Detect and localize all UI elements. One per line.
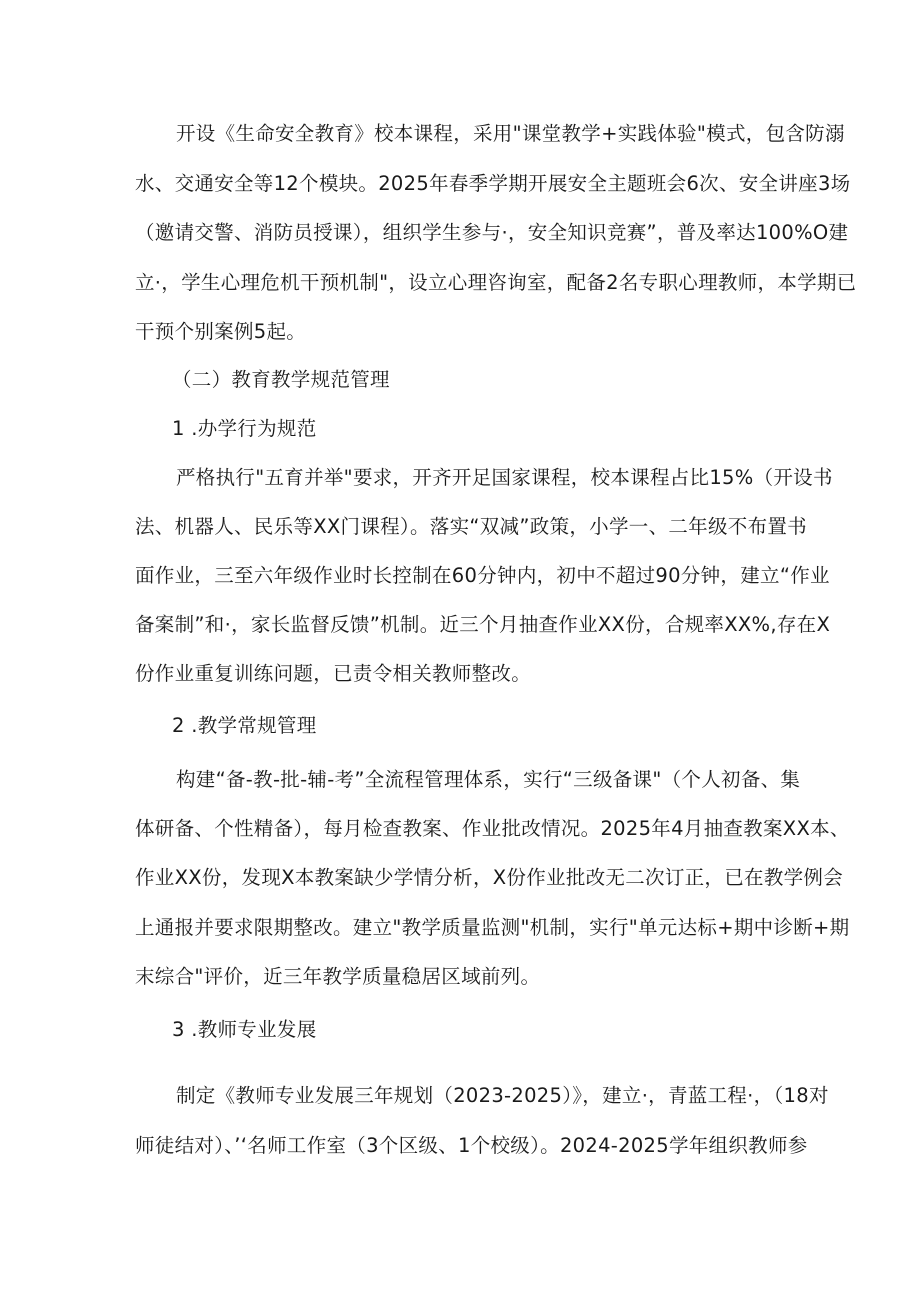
paragraph-routine-line-3: 作业XX份，发现X本教案缺少学情分析，X份作业批改无二次订正，已在教学例会: [135, 866, 844, 889]
paragraph-safety-line-1: 开设《生命安全教育》校本课程，采用"课堂教学+实践体验"模式，包含防溺: [176, 122, 845, 145]
paragraph-routine-line-2: 体研备、个性精备），每月检查教案、作业批改情况。2025年4月抽查教案XX本、: [135, 817, 850, 840]
paragraph-safety-line-2: 水、交通安全等12个模块。2025年春季学期开展安全主题班会6次、安全讲座3场: [135, 172, 851, 195]
paragraph-routine-line-1: 构建“备-教-批-辅-考”全流程管理体系，实行“三级备课"（个人初备、集: [176, 768, 801, 791]
paragraph-safety-line-3: （邀请交警、消防员授课），组织学生参与·，安全知识竞赛”，普及率达100%O建: [135, 221, 849, 244]
paragraph-development-line-1: 制定《教师专业发展三年规划（2023-2025）》，建立·，青蓝工程·，（18对: [176, 1084, 829, 1107]
section-heading-teaching-management: （二）教育教学规范管理: [172, 368, 390, 391]
paragraph-conduct-line-5: 份作业重复训练问题，已责令相关教师整改。: [135, 662, 532, 685]
paragraph-safety-line-4: 立·，学生心理危机干预机制"，设立心理咨询室，配备2名专职心理教师，本学期已: [135, 271, 857, 294]
item-heading-teacher-development: 3 .教师专业发展: [172, 1018, 317, 1041]
paragraph-conduct-line-2: 法、机器人、民乐等XX门课程）。落实“双减”政策，小学一、二年级不布置书: [135, 515, 807, 538]
paragraph-development-line-2: 师徒结对）、’‘名师工作室（3个区级、1个校级）。2024-2025学年组织教师参: [135, 1134, 808, 1157]
item-heading-teaching-routine: 2 .教学常规管理: [172, 714, 317, 737]
paragraph-safety-line-5: 干预个别案例5起。: [135, 320, 307, 343]
paragraph-conduct-line-4: 备案制”和·，家长监督反馈”机制。近三个月抽查作业XX份，合规率XX%,存在X: [135, 613, 831, 636]
paragraph-routine-line-4: 上通报并要求限期整改。建立"教学质量监测"机制，实行"单元达标+期中诊断+期: [135, 916, 850, 939]
item-heading-school-conduct: 1 .办学行为规范: [172, 417, 317, 440]
paragraph-conduct-line-1: 严格执行"五育并举"要求，开齐开足国家课程，校本课程占比15%（开设书: [176, 466, 833, 489]
paragraph-routine-line-5: 末综合"评价，近三年教学质量稳居区域前列。: [135, 965, 541, 988]
paragraph-conduct-line-3: 面作业，三至六年级作业时长控制在60分钟内，初中不超过90分钟，建立“作业: [135, 564, 830, 587]
